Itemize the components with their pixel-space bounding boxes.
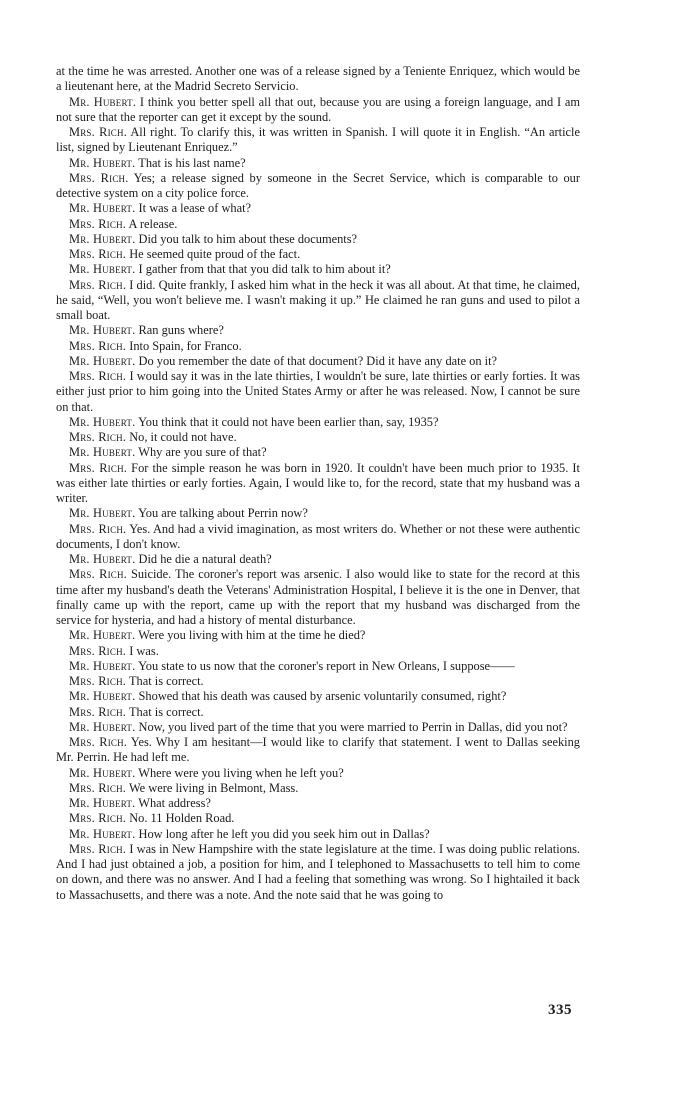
paragraph-text: Do you remember the date of that document? Did it have any date on it? xyxy=(138,353,498,368)
transcript-paragraph xyxy=(56,217,580,232)
transcript-paragraph xyxy=(56,705,580,720)
paragraph-text: You state to us now that the coroner's report in New Orleans, I suppose—— xyxy=(138,658,515,673)
paragraph-text: I think you better spell all that out, because you are using a foreign language, and I am not sure that the reporter can get it except by the sound. xyxy=(56,94,581,124)
transcript-paragraph xyxy=(56,323,580,338)
paragraph-text: Suicide. The coroner's report was arsenic. I also would like to state for the record at this time after my husband's death the Veterans' Administration Hospital, I believe it is the one in Denver, that finally came up with the report, came up with the report that my husband was discharged from the service for hysteria, and had a history of mental disturbance. xyxy=(56,567,580,627)
speaker-name: Mr. Hubert. xyxy=(69,353,136,368)
transcript-paragraph xyxy=(56,827,580,842)
paragraph-text: All right. To clarify this, it was written in Spanish. I will quote it in English. “An article list, signed by Lieutenant Enriquez.” xyxy=(56,125,580,155)
paragraph-text: You think that it could not have been earlier than, say, 1935? xyxy=(138,414,439,429)
speaker-name: Mrs. Rich. xyxy=(69,674,127,688)
page-number: 335 xyxy=(548,1002,572,1018)
transcript-paragraph xyxy=(56,232,580,247)
transcript-paragraph xyxy=(56,811,580,826)
paragraph-text: at the time he was arrested. Another one was of a release signed by a Teniente Enriquez, which would be a lieutenant here, at the Madrid Secreto Servicio. xyxy=(56,64,580,94)
speaker-name: Mr. Hubert. xyxy=(69,765,136,780)
paragraph-text: Were you living with him at the time he died? xyxy=(138,628,366,643)
speaker-name: Mr. Hubert. xyxy=(69,231,136,246)
paragraph-text: I gather from that that you did talk to him about it? xyxy=(138,262,391,277)
paragraph-text: Why are you sure of that? xyxy=(138,445,267,460)
speaker-name: Mr. Hubert. xyxy=(69,628,136,643)
paragraph-text: Yes. And had a vivid imagination, as most writers do. Whether or not these were authentic documents, I don't know. xyxy=(56,521,580,551)
transcript-paragraph xyxy=(56,171,580,202)
transcript-paragraph xyxy=(56,628,580,643)
speaker-name: Mrs. Rich. xyxy=(69,521,127,536)
transcript-paragraph xyxy=(56,689,580,704)
transcript-paragraph xyxy=(56,720,580,735)
speaker-name: Mr. Hubert. xyxy=(69,506,136,521)
paragraph-text: That is correct. xyxy=(128,704,204,719)
speaker-name: Mr. Hubert. xyxy=(69,796,136,810)
transcript-paragraph xyxy=(56,506,580,521)
speaker-name: Mr. Hubert. xyxy=(69,826,136,841)
transcript-paragraph xyxy=(56,156,580,171)
speaker-name: Mrs. Rich. xyxy=(69,430,127,444)
speaker-name: Mr. Hubert. xyxy=(69,552,136,566)
transcript-paragraph xyxy=(56,445,580,460)
speaker-name: Mr. Hubert. xyxy=(69,323,136,338)
transcript-paragraph xyxy=(56,842,580,903)
paragraph-text: A release. xyxy=(128,216,178,231)
transcript-paragraph xyxy=(56,95,580,126)
paragraph-text: Did you talk to him about these documents? xyxy=(138,231,358,246)
transcript-paragraph xyxy=(56,64,580,95)
speaker-name: Mr. Hubert. xyxy=(69,94,137,109)
transcript-paragraph xyxy=(56,735,580,766)
transcript-paragraph xyxy=(56,567,580,628)
speaker-name: Mrs. Rich. xyxy=(69,369,127,383)
transcript-paragraph xyxy=(56,766,580,781)
paragraph-text: He seemed quite proud of the fact. xyxy=(129,247,301,261)
speaker-name: Mrs. Rich. xyxy=(69,811,127,826)
transcript-page xyxy=(56,64,580,903)
paragraph-text: We were living in Belmont, Mass. xyxy=(128,780,299,795)
transcript-paragraph xyxy=(56,201,580,216)
transcript-paragraph xyxy=(56,644,580,659)
speaker-name: Mrs. Rich. xyxy=(69,277,127,292)
speaker-name: Mr. Hubert. xyxy=(69,414,136,429)
transcript-paragraph xyxy=(56,125,580,156)
speaker-name: Mr. Hubert. xyxy=(69,262,136,277)
speaker-name: Mrs. Rich. xyxy=(69,460,128,475)
paragraph-text: No, it could not have. xyxy=(129,430,237,444)
transcript-paragraph xyxy=(56,659,580,674)
transcript-paragraph xyxy=(56,796,580,811)
speaker-name: Mrs. Rich. xyxy=(69,125,127,139)
speaker-name: Mr. Hubert. xyxy=(69,445,136,460)
paragraph-text: How long after he left you did you seek him out in Dallas? xyxy=(138,826,430,841)
paragraph-text: Yes. Why I am hesitant—I would like to clarify that statement. I went to Dallas seeking Mr. Perrin. He had left me. xyxy=(56,735,580,765)
transcript-paragraph xyxy=(56,461,580,507)
speaker-name: Mrs. Rich. xyxy=(69,216,127,231)
speaker-name: Mr. Hubert. xyxy=(69,201,136,216)
transcript-paragraph xyxy=(56,781,580,796)
paragraph-text: You are talking about Perrin now? xyxy=(138,506,308,521)
transcript-paragraph xyxy=(56,522,580,553)
transcript-paragraph xyxy=(56,278,580,324)
speaker-name: Mrs. Rich. xyxy=(69,643,127,658)
paragraph-text: Now, you lived part of the time that you were married to Perrin in Dallas, did you not? xyxy=(138,719,568,734)
transcript-paragraph xyxy=(56,674,580,689)
paragraph-text: Did he die a natural death? xyxy=(138,552,272,566)
transcript-paragraph xyxy=(56,430,580,445)
paragraph-text: That is correct. xyxy=(128,674,204,688)
speaker-name: Mrs. Rich. xyxy=(69,567,127,582)
speaker-name: Mr. Hubert. xyxy=(69,155,136,170)
transcript-paragraph xyxy=(56,552,580,567)
paragraph-text: For the simple reason he was born in 1920. It couldn't have been much prior to 1935. It was either late thirties or early forties. Again, I would like to, for the record, state that my husband was a writer. xyxy=(56,460,580,505)
speaker-name: Mrs. Rich. xyxy=(69,170,129,185)
transcript-paragraph xyxy=(56,415,580,430)
paragraph-text: I did. Quite frankly, I asked him what in the heck it was all about. At that time, he claimed, he said, “Well, you won't believe me. I wasn't making it up.” He claimed he ran guns and used to pilot a small boat. xyxy=(56,277,580,322)
paragraph-text: I was in New Hampshire with the state legislature at the time. I was doing public relations. And I had just obtained a job, a position for him, and I telephoned to Massachusetts to tell him to come on down, and there was no answer. And I had a feeling that something was wrong. So I hightailed it back to Massachusetts, and there was a note. And the note said that he was going to xyxy=(56,841,580,902)
paragraph-text: What address? xyxy=(138,796,211,810)
transcript-paragraph xyxy=(56,262,580,277)
transcript-paragraph xyxy=(56,354,580,369)
paragraph-text: It was a lease of what? xyxy=(138,201,252,216)
paragraph-text: No. 11 Holden Road. xyxy=(129,811,235,826)
speaker-name: Mrs. Rich. xyxy=(69,841,127,856)
paragraph-text: Ran guns where? xyxy=(138,323,224,338)
transcript-paragraph xyxy=(56,247,580,262)
paragraph-text: Yes; a release signed by someone in the Secret Service, which is comparable to our detective system on a city police force. xyxy=(56,170,580,200)
speaker-name: Mrs. Rich. xyxy=(69,247,127,261)
paragraph-text: I would say it was in the late thirties, I wouldn't be sure, late thirties or early forties. It was either just prior to him going into the United States Army or after he was released. Now, I cannot be sure on that. xyxy=(56,369,580,414)
speaker-name: Mr. Hubert. xyxy=(69,689,136,704)
paragraph-text: I was. xyxy=(129,643,159,658)
transcript-paragraph xyxy=(56,369,580,415)
speaker-name: Mrs. Rich. xyxy=(69,780,127,795)
speaker-name: Mrs. Rich. xyxy=(69,735,128,749)
speaker-name: Mrs. Rich. xyxy=(69,704,127,719)
speaker-name: Mr. Hubert. xyxy=(69,719,136,734)
paragraph-text: Where were you living when he left you? xyxy=(138,765,344,780)
transcript-paragraph xyxy=(56,339,580,354)
paragraph-text: Into Spain, for Franco. xyxy=(129,338,242,353)
paragraph-text: Showed that his death was caused by arsenic voluntarily consumed, right? xyxy=(138,689,507,704)
speaker-name: Mr. Hubert. xyxy=(69,658,136,673)
paragraph-text: That is his last name? xyxy=(138,155,246,170)
speaker-name: Mrs. Rich. xyxy=(69,338,127,353)
